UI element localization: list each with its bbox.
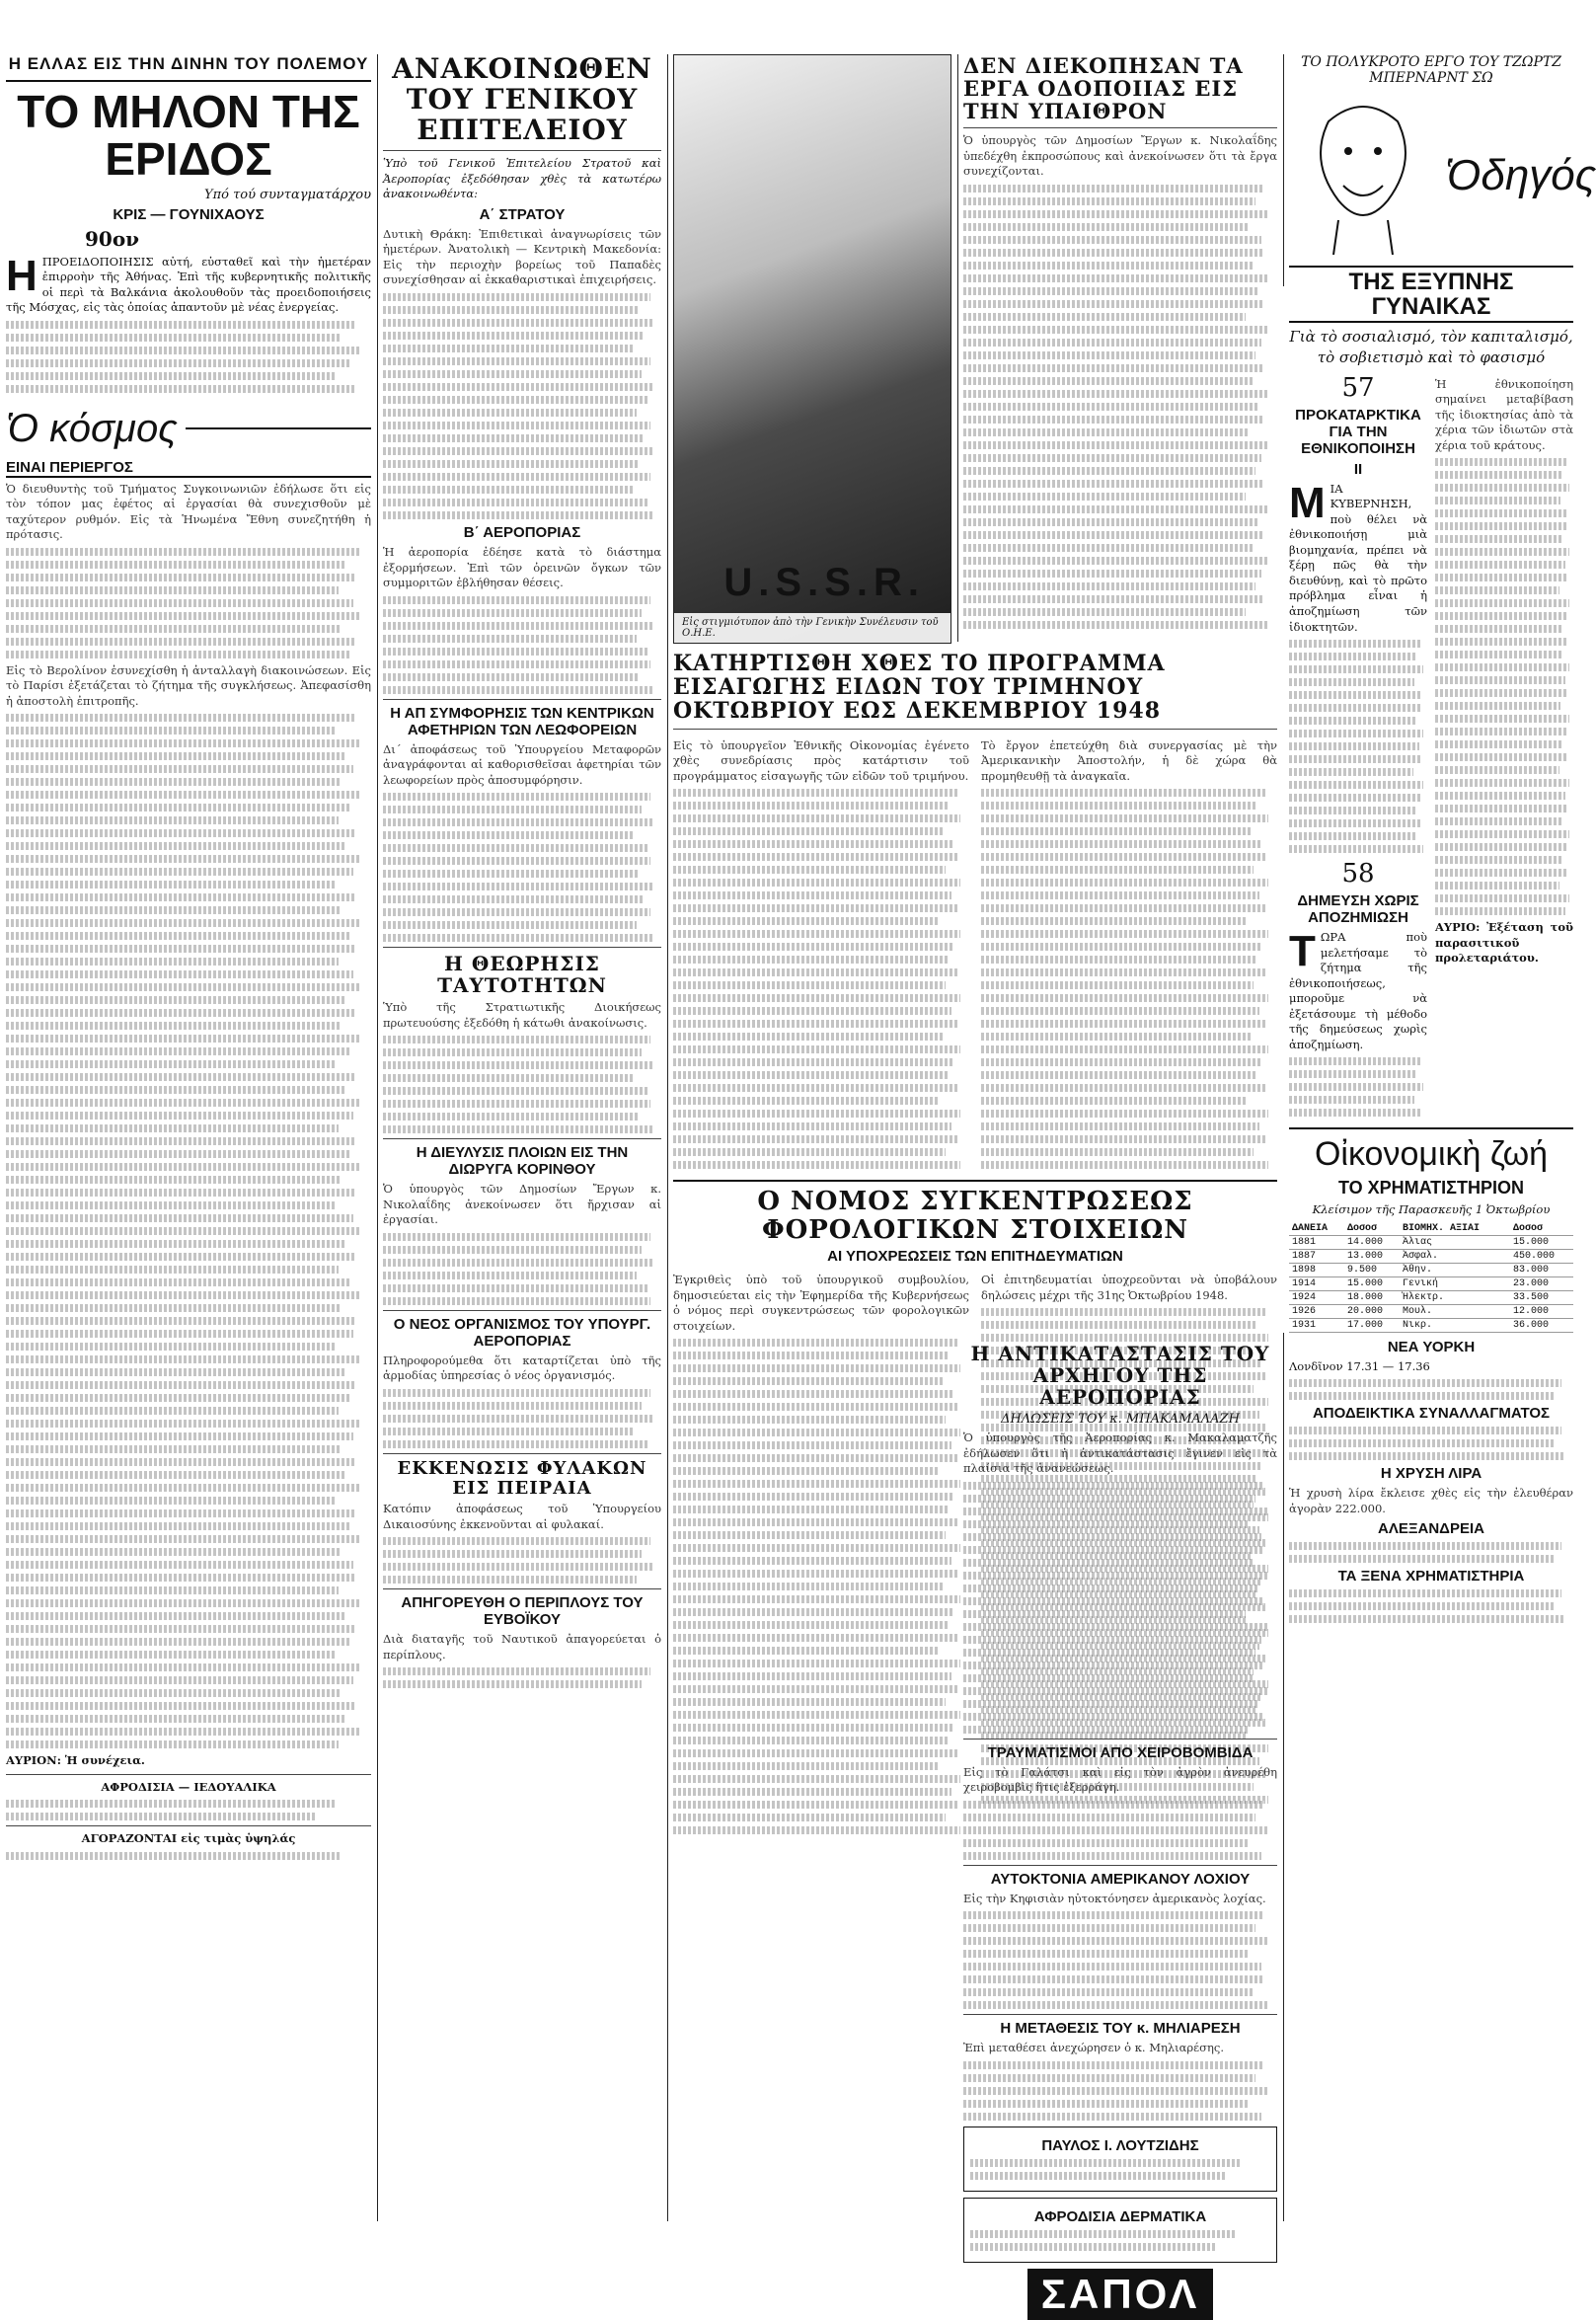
staff-sub-army: Α΄ ΣΤΡΑΤΟΥ — [479, 205, 566, 223]
staff-headline: ΑΝΑΚΟΙΝΩΘΕΝ ΤΟΥ ΓΕΝΙΚΟΥ ΕΠΙΤΕΛΕΙΟΥ — [392, 52, 652, 146]
table-cell: 1931 — [1289, 1318, 1344, 1332]
alex-title: ΑΛΕΞΑΝΔΡΕΙΑ — [1378, 1520, 1484, 1538]
nationalization-part: ΙΙ — [1353, 460, 1363, 478]
table-cell: 15.000 — [1510, 1235, 1573, 1249]
guide-title-2: ΤΗΣ ΕΞΥΠΝΗΣ ΓΥΝΑΙΚΑΣ — [1289, 266, 1573, 323]
import-para-2: Τὸ ἔργον ἐπετεύχθη διὰ συνεργασίας μὲ τὴν Ἀμερικανικὴν Ἀποστολήν, ἡ δὲ χώρα θὰ προμηθευθῇ τὰ ἀναγκαῖα. — [981, 737, 1277, 783]
caricature-icon — [1289, 92, 1437, 260]
prisons-headline: ΕΚΚΕΝΩΣΙΣ ΦΥΛΑΚΩΝ ΕΙΣ ΠΕΙΡΑΙΑ — [397, 1457, 647, 1499]
table-row — [1289, 1304, 1573, 1318]
exchange-title: ΤΟ ΧΡΗΜΑΤΙΣΤΗΡΙΟΝ — [1338, 1178, 1524, 1199]
table-cell: Ἀλιας — [1400, 1235, 1510, 1249]
nationalization-headline: ΠΡΟΚΑΤΑΡΚΤΙΚΑ ΓΙΑ ΤΗΝ ΕΘΝΙΚΟΠΟΙΗΣΗ — [1295, 406, 1421, 457]
confiscation-para: ΤΩΡΑ ποὺ μελετήσαμε τὸ ζήτημα τῆς ἐθνικοποιήσεως, μποροῦμε νὰ ἐξετάσουμε τὴ μέθοδο τῆς δημεύσεως χωρὶς ἀποζημίωση. — [1289, 927, 1427, 1051]
table-cell: Ἀσφαλ. — [1400, 1249, 1510, 1263]
table-cell: 9.500 — [1344, 1263, 1400, 1276]
ad-dermatika: ΑΦΡΟΔΙΣΙΑ ΔΕΡΜΑΤΙΚΑ — [963, 2198, 1277, 2263]
exchange-header: Δοσοσ — [1344, 1222, 1400, 1236]
column-rule — [1283, 1333, 1284, 2221]
shaw-footer: ΑΥΡΙΟ: Ἐξέταση τοῦ παρασιτικοῦ προλεταριάτου. — [1435, 920, 1573, 966]
econ-title: Οἰκονομικὴ ζωή — [1314, 1135, 1549, 1174]
table-row — [1289, 1249, 1573, 1263]
table-row — [1289, 1290, 1573, 1304]
drop-cap: Η — [6, 251, 38, 300]
table-cell: 1914 — [1289, 1276, 1344, 1290]
tax-para-1: Ἐγκριθεὶς ὑπὸ τοῦ ὑπουργικοῦ συμβουλίου, δημοσιεύεται εἰς τὴν Ἐφημερίδα τῆς Κυβερνήσεως ὁ νόμος περὶ συγκεντρώσεως τῶν φορολογικῶν στοιχείων. — [673, 1273, 969, 1333]
grenade-para: Εἰς τὸ Γαλάτσι καὶ εἰς τὸν ἀγρὸν ἀνευρέθη χειροβομβὶς ἥτις ἐξερράγη. — [963, 1764, 1277, 1795]
airministry-headline: Ο ΝΕΟΣ ΟΡΓΑΝΙΣΜΟΣ ΤΟΥ ΥΠΟΥΡΓ. ΑΕΡΟΠΟΡΙΑΣ — [393, 1315, 651, 1350]
exchange-sub: Κλείσιμον τῆς Παρασκευῆς 1 Ὀκτωβρίου — [1312, 1202, 1551, 1217]
ussr-sign: U.S.S.R. — [723, 561, 925, 604]
nationalization-para: ΜΙΑ ΚΥΒΕΡΝΗΣΗ, ποὺ θέλει νὰ ἐθνικοποιήσῃ μιὰ βιομηχανία, πρέπει νὰ ξέρῃ πῶς θὰ τὴν διευθύνῃ, καὶ τὸ πρῶτο πρόβλημα εἶναι ἡ ἀποζημίωση τῶν ἰδιοκτητῶν. — [1289, 478, 1427, 634]
table-cell: 17.000 — [1344, 1318, 1400, 1332]
table-cell: 1924 — [1289, 1290, 1344, 1304]
suicide-headline: ΑΥΤΟΚΤΟΝΙΑ ΑΜΕΡΙΚΑΝΟΥ ΛΟΧΙΟΥ — [990, 1870, 1251, 1888]
war-paragraph: ΗΠΡΟΕΙΔΟΠΟΙΗΣΙΣ αὐτή, εὐσταθεῖ καὶ τὴν ἡμετέραν ἐπιρροὴν τῆς Ἀθήνας. Ἐπὶ τῆς κυβερνητικῆς πολιτικῆς οἱ περὶ τὰ Βαλκάνια ἀκολουθοῦν τὰς προειδοποιήσεις τῆς Μόσχας, εἰς τὰς ὁποίας ἀπαντοῦν μὲ νέας ἐνεργείας. — [6, 251, 371, 315]
column-war — [6, 54, 371, 2221]
grenade-headline: ΤΡΑΥΜΑΤΙΣΜΟΙ ΑΠΟ ΧΕΙΡΟΒΟΜΒΙΔΑ — [987, 1743, 1254, 1761]
tax-headline: Ο ΝΟΜΟΣ ΣΥΓΚΕΝΤΡΩΣΕΩΣ ΦΟΡΟΛΟΓΙΚΩΝ ΣΤΟΙΧΕΙΩΝ — [757, 1187, 1193, 1245]
world-paragraph-1: Ὁ διευθυντὴς τοῦ Τμήματος Συγκοινωνιῶν ἐδήλωσε ὅτι εἰς τὸν τόπον μας ἐφέτος αἱ ἐργασίαι θὰ συνεχισθοῦν μὲ ταχύτερον ρυθμόν. Εἰς τὰ Ἡνωμένα Ἔθνη συνεζητήθη ἡ πρότασις. — [6, 481, 371, 542]
table-cell: Γενική — [1400, 1276, 1510, 1290]
table-cell: 36.000 — [1510, 1318, 1573, 1332]
ad-afrodisia: ΑΦΡΟΔΙΣΙΑ — ΙΕΔΟΥΑΛΙΚΑ — [101, 1779, 276, 1794]
corinth-para: Ὁ ὑπουργὸς τῶν Δημοσίων Ἔργων κ. Νικολαΐδης ἀνεκοίνωσεν ὅτι ἤρχισαν αἱ ἐργασίαι. — [383, 1182, 661, 1227]
table-cell: 33.500 — [1510, 1290, 1573, 1304]
aviation-headline: Η ΑΝΤΙΚΑΤΑΣΤΑΣΙΣ ΤΟΥ ΑΡΧΗΓΟΥ ΤΗΣ ΑΕΡΟΠΟΡΙΑΣ — [970, 1342, 1270, 1409]
war-author: ΚΡΙΣ — ΓΟΥΝΙΧΑΟΥΣ — [113, 205, 265, 223]
evia-headline: ΑΠΗΓΟΡΕΥΘΗ Ο ΠΕΡΙΠΛΟΥΣ ΤΟΥ ΕΥΒΟΪΚΟΥ — [401, 1594, 644, 1629]
ids-para: Ὑπὸ τῆς Στρατιωτικῆς Διοικήσεως πρωτευούσης ἐξεδόθη ἡ κάτωθι ἀνακοίνωσις. — [383, 1000, 661, 1030]
table-cell: 18.000 — [1344, 1290, 1400, 1304]
world-section-header — [6, 403, 371, 455]
exchange-table — [1289, 1222, 1573, 1333]
column-roads-top — [963, 54, 1277, 642]
column-shaw — [1289, 54, 1596, 2221]
ticker-title: ΝΕΑ ΥΟΡΚΗ — [1387, 1338, 1476, 1355]
table-cell: Νικρ. — [1400, 1318, 1510, 1332]
table-cell: 23.000 — [1510, 1276, 1573, 1290]
chapter-57: 57 — [1341, 372, 1375, 403]
column-rule — [957, 54, 958, 642]
war-number: 90ον — [85, 226, 140, 251]
guide-sub: Γιὰ τὸ σοσιαλισμό, τὸν καπιταλισμό, τὸ σοβιετισμὸ καὶ τὸ φασισμό — [1289, 328, 1573, 366]
suicide-para: Εἰς τὴν Κηφισιὰν ηὐτοκτόνησεν ἀμερικανὸς λοχίας. — [963, 1891, 1266, 1905]
column-roads-bottom — [963, 1342, 1277, 2317]
war-byline: Υπό τού συνταγματάρχου — [203, 187, 371, 202]
corinth-headline: Η ΔΙΕΥΛΥΣΙΣ ΠΛΟΙΩΝ ΕΙΣ ΤΗΝ ΔΙΩΡΥΓΑ ΚΟΡΙΝΘΟΥ — [416, 1144, 629, 1179]
shaw-kicker: ΤΟ ΠΟΛΥΚΡΟΤΟ ΕΡΓΟ ΤΟΥ ΤΖΩΡΤΖ ΜΠΕΡΝΑΡΝΤ ΣΩ — [1301, 54, 1561, 86]
buses-para: Δι΄ ἀποφάσεως τοῦ Ὑπουργείου Μεταφορῶν ἀναγράφονται αἱ καθορισθεῖσαι ἀφετηρίαι τῶν λεωφορείων πρὸς ἀποσυμφόρησιν. — [383, 741, 661, 787]
table-cell: 83.000 — [1510, 1263, 1573, 1276]
ad-loutzidis: ΠΑΥΛΟΣ Ι. ΛΟΥΤΖΙΔΗΣ — [963, 2127, 1277, 2192]
table-row — [1289, 1276, 1573, 1290]
table-row — [1289, 1235, 1573, 1249]
column-rule — [1283, 54, 1284, 286]
roads-headline: ΔΕΝ ΔΙΕΚΟΠΗΣΑΝ ΤΑ ΕΡΓΑ ΟΔΟΠΟΙΙΑΣ ΕΙΣ ΤΗΝ ΥΠΑΙΘΡΟΝ — [963, 53, 1244, 124]
table-cell: 1887 — [1289, 1249, 1344, 1263]
exchange-header: Δοσοσ — [1510, 1222, 1573, 1236]
divider — [6, 80, 371, 82]
staff-para-air: Ἡ ἀεροπορία ἐδέησε κατὰ τὸ διάστημα ἐξορμήσεων. Ἐπὶ τῶν ὀρεινῶν ὄγκων τῶν συμμοριτῶν ἐβλήθησαν θέσεις. — [383, 545, 661, 590]
table-cell: 20.000 — [1344, 1304, 1400, 1318]
table-row — [1289, 1263, 1573, 1276]
table-row — [1289, 1318, 1573, 1332]
ids-headline: Η ΘΕΩΡΗΣΙΣ ΤΑΥΤΟΤΗΤΩΝ — [437, 952, 607, 998]
column-rule — [377, 54, 378, 2221]
exchange-header: ΒΙΟΜΗΧ. ΑΞΙΑΙ — [1400, 1222, 1510, 1236]
gold-para: Ἡ χρυσὴ λίρα ἔκλεισε χθὲς εἰς τὴν ἐλευθέραν ἀγορὰν 222.000. — [1289, 1486, 1573, 1515]
table-cell: 12.000 — [1510, 1304, 1573, 1318]
tax-sub: ΑΙ ΥΠΟΧΡΕΩΣΕΙΣ ΤΩΝ ΕΠΙΤΗΔΕΥΜΑΤΙΩΝ — [827, 1248, 1123, 1266]
foreign-title: ΤΑ ΞΕΝΑ ΧΡΗΜΑΤΙΣΤΗΡΙΑ — [1337, 1568, 1525, 1585]
import-headline: ΚΑΤΗΡΤΙΣΘΗ ΧΘΕΣ ΤΟ ΠΡΟΓΡΑΜΜΑ ΕΙΣΑΓΩΓΗΣ ΕΙΔΩΝ ΤΟΥ ΤΡΙΜΗΝΟΥ ΟΚΤΩΒΡΙΟΥ ΕΩΣ ΔΕΚΕΜΒΡΙΟΥ 1948 — [673, 651, 1166, 725]
aviation-byline: ΔΗΛΩΣΕΙΣ ΤΟΥ κ. ΜΠΑΚΑΜΑΛΑΖΗ — [1001, 1412, 1240, 1427]
prisons-para: Κατόπιν ἀποφάσεως τοῦ Ὑπουργείου Δικαιοσύνης ἐκκενοῦνται αἱ φυλακαί. — [383, 1502, 661, 1531]
evia-para: Διὰ διαταγῆς τοῦ Ναυτικοῦ ἀπαγορεύεται ὁ περίπλους. — [383, 1632, 661, 1662]
world-paragraph-2: Εἰς τὸ Βερολίνον ἐσυνεχίσθη ἡ ἀνταλλαγὴ διακοινώσεων. Εἰς τὸ Παρίσι ἐξετάζεται τὸ ζήτημα τῆς συγκλήσεως. Ἀπεφασίσθη ἡ ἀποστολὴ ἐπιτροπῆς. — [6, 662, 371, 708]
transfer-para: Ἐπὶ μεταθέσει ἀνεχώρησεν ὁ κ. Μηλιαρέσης. — [963, 2041, 1224, 2055]
war-headline: ΤΟ ΜΗΛΟΝ ΤΗΣ ΕΡΙΔΟΣ — [17, 86, 360, 186]
staff-lead: Ὑπὸ τοῦ Γενικοῦ Ἐπιτελείου Στρατοῦ καὶ Ἀεροπορίας ἐξεδόθησαν χθὲς τὰ κατωτέρω ἀνακοινωθέντα: — [383, 156, 661, 201]
ticker: Λονδῖνον 17.31 — 17.36 — [1289, 1358, 1430, 1373]
import-para-1: Εἰς τὸ ὑπουργεῖον Ἐθνικῆς Οἰκονομίας ἐγένετο χθὲς συνεδρίασις πρὸς κατάρτισιν τοῦ προγράμματος εἰσαγωγῆς τῶν εἰδῶν τοῦ τριμήνου. — [673, 737, 969, 783]
table-cell: Ἠλεκτρ. — [1400, 1290, 1510, 1304]
un-photo — [673, 54, 951, 644]
guide-title: Ὁδηγός — [1445, 151, 1596, 199]
buses-headline: Η ΑΠ ΣΥΜΦΟΡΗΣΙΣ ΤΩΝ ΚΕΝΤΡΙΚΩΝ ΑΦΕΤΗΡΙΩΝ ΤΩΝ ΛΕΩΦΟΡΕΙΩΝ — [390, 704, 654, 738]
chapter-58: 58 — [1341, 859, 1375, 889]
exchange-header: ΔΑΝΕΙΑ — [1289, 1222, 1344, 1236]
staff-sub-air: Β΄ ΑΕΡΟΠΟΡΙΑΣ — [463, 524, 581, 541]
tax-para-2: Οἱ ἐπιτηδευματίαι ὑποχρεοῦνται νὰ ὑποβάλουν δηλώσεις μέχρι τῆς 31ης Ὀκτωβρίου 1948. — [981, 1273, 1277, 1302]
roads-para: Ὁ ὑπουργὸς τῶν Δημοσίων Ἔργων κ. Νικολαΐδης ὑπεδέχθη ἐκπροσώπους καὶ ἀνεκοίνωσεν ὅτι τὰ ἔργα συνεχίζονται. — [963, 133, 1277, 179]
table-cell: Μουλ. — [1400, 1304, 1510, 1318]
gold-title: Η ΧΡΥΣΗ ΛΙΡΑ — [1380, 1465, 1482, 1483]
sapol-brand: ΣΑΠΟΛ — [1027, 2269, 1213, 2320]
confiscation-headline: ΔΗΜΕΥΣΗ ΧΩΡΙΣ ΑΠΟΖΗΜΙΩΣΗ — [1297, 892, 1419, 927]
table-cell: 15.000 — [1344, 1276, 1400, 1290]
world-sub: ΕΙΝΑΙ ΠΕΡΙΕΡΓΟΣ — [6, 459, 371, 478]
photo-caption: Εἰς στιγμιότυπον ἀπὸ τὴν Γενικὴν Συνέλευσιν τοῦ Ο.Η.Ε. — [674, 613, 950, 643]
table-cell: 1881 — [1289, 1235, 1344, 1249]
deals-title: ΑΠΟΔΕΙΚΤΙΚΑ ΣΥΝΑΛΛΑΓΜΑΤΟΣ — [1312, 1405, 1551, 1423]
war-kicker: Η ΕΛΛΑΣ ΕΙΣ ΤΗΝ ΔΙΝΗΝ ΤΟΥ ΠΟΛΕΜΟΥ — [8, 54, 369, 73]
column-staff — [383, 54, 661, 2221]
table-cell: 1926 — [1289, 1304, 1344, 1318]
table-cell: 14.000 — [1344, 1235, 1400, 1249]
table-cell: 1898 — [1289, 1263, 1344, 1276]
aviation-para: Ὁ ὑπουργὸς τῆς Ἀεροπορίας κ. Μακαλαματζῆς ἐδήλωσεν ὅτι ἡ ἀντικατάστασις ἔγινεν εἰς τὰ πλαίσια τῆς ἀνανεώσεως. — [963, 1431, 1277, 1476]
airministry-para: Πληροφορούμεθα ὅτι καταρτίζεται ὑπὸ τῆς ἁρμοδίας ὑπηρεσίας ὁ νέος ὀργανισμός. — [383, 1353, 661, 1383]
war-footer: ΑΥΡΙΟΝ: Ἡ συνέχεια. — [6, 1753, 145, 1768]
table-cell: 13.000 — [1344, 1249, 1400, 1263]
table-cell: Ἀθην. — [1400, 1263, 1510, 1276]
ad-agorazontai: ΑΓΟΡΑΖΟΝΤΑΙ εἰς τιμὰς ὑψηλάς — [81, 1831, 296, 1846]
staff-para-army: Δυτικὴ Θράκη: Ἐπιθετικαὶ ἀναγνωρίσεις τῶν ἡμετέρων. Ἀνατολικὴ — Κεντρικὴ Μακεδονία: Εἰς τὴν περιοχὴν βορείως τοῦ Παπαδὲς συνεχίσθησαν αἱ ἐκκαθαριστικαὶ ἐπιχειρήσεις. — [383, 226, 661, 287]
transfer-headline: Η ΜΕΤΑΘΕΣΙΣ ΤΟΥ κ. ΜΗΛΙΑΡΕΣΗ — [1000, 2020, 1241, 2038]
world-section-title: Ὁ κόσμος — [6, 406, 178, 450]
nationalization-para-2: Ἡ ἐθνικοποίηση σημαίνει μεταβίβαση τῆς ἰδιοκτησίας ἀπὸ τὰ χέρια τῶν ἰδιωτῶν στὰ χέρια τοῦ κράτους. — [1435, 376, 1573, 452]
table-cell: 450.000 — [1510, 1249, 1573, 1263]
column-rule — [667, 54, 668, 2221]
